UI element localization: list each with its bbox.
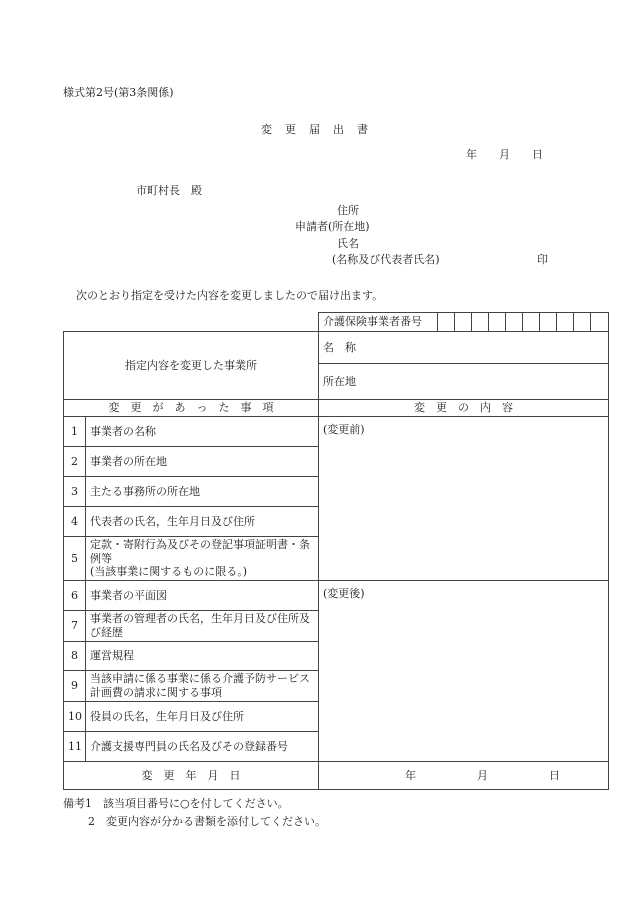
item-number[interactable]: 7: [64, 611, 86, 642]
form-number: 様式第2号(第3条関係): [63, 86, 174, 99]
insurer-number-digit[interactable]: [540, 313, 557, 332]
insurer-number-digit[interactable]: [455, 313, 472, 332]
insurer-number-digit[interactable]: [472, 313, 489, 332]
note-1: 備考1 該当項目番号に○を付してください。: [63, 797, 289, 810]
item-number[interactable]: 11: [64, 732, 86, 762]
insurer-number-label: 介護保険事業者番号: [319, 313, 438, 332]
office-location-label: 所在地: [323, 374, 356, 388]
insurer-number-digit[interactable]: [523, 313, 540, 332]
address-label: 住所: [337, 204, 359, 217]
item-number[interactable]: 9: [64, 671, 86, 702]
item-number[interactable]: 2: [64, 447, 86, 477]
item-text: [86, 537, 319, 581]
item-text: 事業者の管理者の氏名，生年月日及び住所及び経歴: [86, 611, 319, 642]
item-number[interactable]: 6: [64, 581, 86, 611]
after-label: (変更後): [323, 587, 365, 600]
item-text: 主たる事務所の所在地: [86, 477, 319, 507]
intro-text: 次のとおり指定を受けた内容を変更しましたので届け出ます。: [76, 289, 384, 302]
item-number[interactable]: 8: [64, 642, 86, 671]
insurer-number-digit[interactable]: [438, 313, 455, 332]
office-label: 指定内容を変更した事業所: [64, 332, 319, 400]
change-date-day: 日: [549, 769, 560, 782]
seal-mark: 印: [537, 253, 548, 266]
insurer-number-digit[interactable]: [557, 313, 574, 332]
office-name-label: 名 称: [323, 340, 356, 354]
page-title: 変 更 届 出 書: [261, 123, 369, 136]
before-label: (変更前): [323, 423, 365, 436]
item-text: 当該申請に係る事業に係る介護予防サービス計画費の請求に関する事項: [86, 671, 319, 702]
after-change-area[interactable]: [319, 581, 609, 762]
change-date-month: 月: [477, 769, 488, 782]
item-number[interactable]: 10: [64, 702, 86, 732]
insurer-number-digit[interactable]: [506, 313, 523, 332]
item-text: 運営規程: [86, 642, 319, 671]
before-change-area[interactable]: [319, 417, 609, 581]
item-text: 事業者の平面図: [86, 581, 319, 611]
item-text: 代表者の氏名，生年月日及び住所: [86, 507, 319, 537]
item-text: 事業者の名称: [86, 417, 319, 447]
item-text: 介護支援専門員の氏名及びその登録番号: [86, 732, 319, 762]
item-number[interactable]: 3: [64, 477, 86, 507]
office-name-field[interactable]: [319, 332, 609, 364]
item-number[interactable]: 4: [64, 507, 86, 537]
item-text-main: 定款・寄附行為及びその登記事項証明書・条例等: [90, 537, 310, 565]
representative-name-label: (名称及び代表者氏名): [332, 253, 440, 266]
insurer-number-digit[interactable]: [574, 313, 591, 332]
insurer-number-digit[interactable]: [591, 313, 609, 332]
insurer-number-digit[interactable]: [489, 313, 506, 332]
item-number[interactable]: 1: [64, 417, 86, 447]
item-text: 事業者の所在地: [86, 447, 319, 477]
item-number[interactable]: 5: [64, 537, 86, 581]
note-2: 2 変更内容が分かる書類を添付してください。: [88, 815, 326, 828]
date-line: 年 月 日: [466, 148, 543, 161]
change-notification-table: [63, 312, 609, 790]
change-date-year: 年: [405, 769, 416, 782]
change-content-header: 変 更 の 内 容: [319, 400, 609, 417]
applicant-label: 申請者(所在地): [295, 220, 370, 233]
change-date-field[interactable]: [319, 762, 609, 790]
office-location-field[interactable]: [319, 364, 609, 400]
addressee: 市町村長 殿: [136, 184, 202, 197]
change-date-label: 変 更 年 月 日: [64, 762, 319, 790]
item-text: 役員の氏名，生年月日及び住所: [86, 702, 319, 732]
changed-items-header: 変 更 が あ っ た 事 項: [64, 400, 319, 417]
item-text-sub: (当該事業に関するものに限る。): [90, 565, 248, 579]
name-label: 氏名: [337, 237, 359, 250]
